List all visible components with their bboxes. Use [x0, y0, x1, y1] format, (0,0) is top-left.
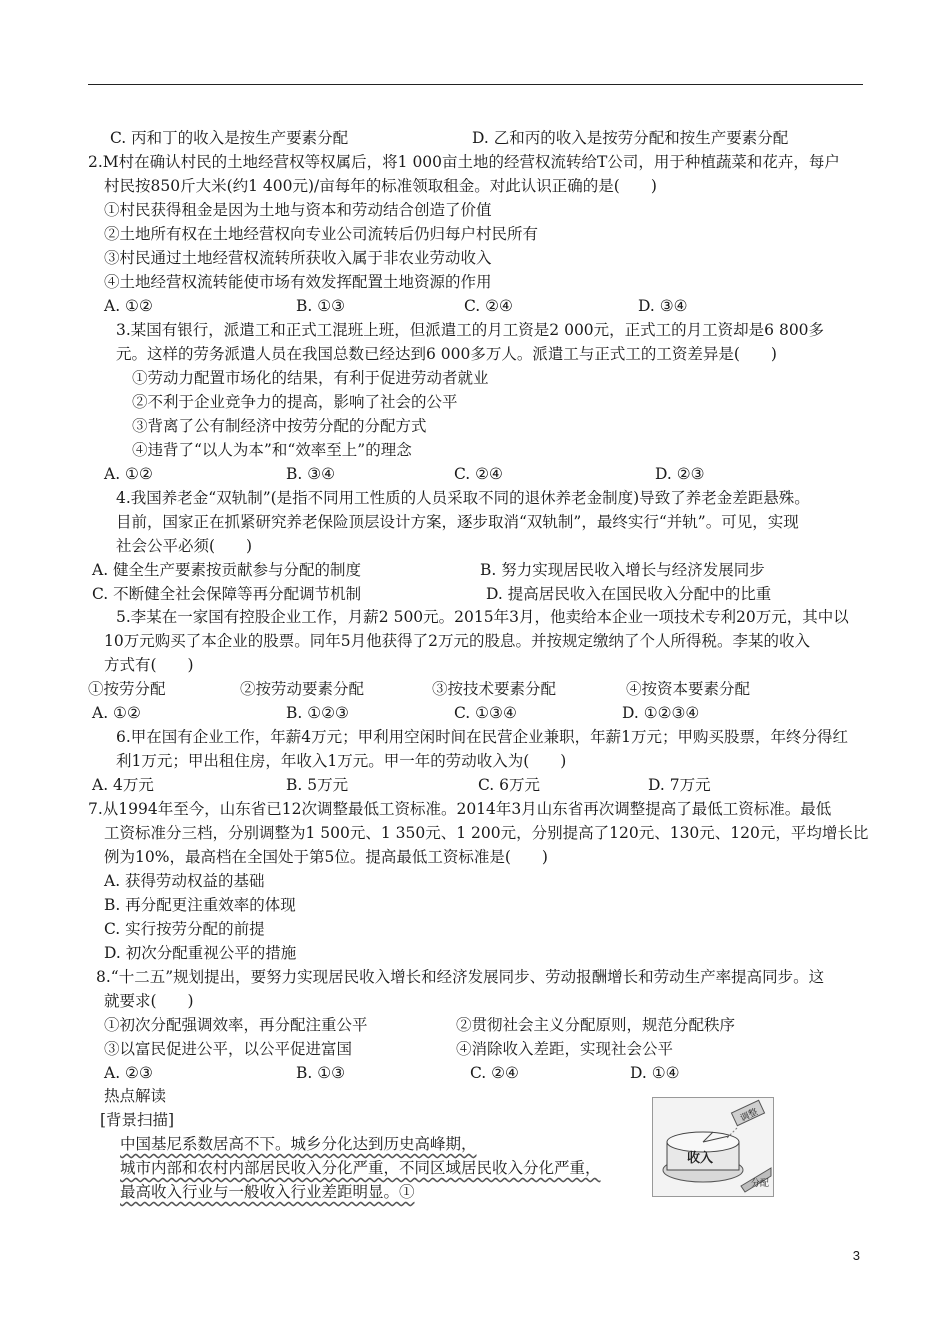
q5-stem-line-2: 10万元购买了本企业的股票。同年5月他获得了2万元的股息。并按规定缴纳了个人所得税。李某的收入 — [104, 632, 810, 650]
q5-option-d: D. ①②③④ — [622, 704, 700, 722]
q5-option-b: B. ①②③ — [286, 704, 349, 722]
q6-stem-line-2: 利1万元；甲出租住房，年收入1万元。甲一年的劳动收入为( ) — [116, 752, 567, 770]
q8-item-2: ②贯彻社会主义分配原则，规范分配秩序 — [456, 1016, 736, 1034]
q6-stem-line-1: 6.甲在国有企业工作，年薪4万元；甲利用空闲时间在民营企业兼职，年薪1万元；甲购买股票，年终分得红 — [116, 728, 849, 746]
q6-option-a: A. 4万元 — [92, 776, 154, 794]
q8-item-1: ①初次分配强调效率，再分配注重公平 — [104, 1016, 368, 1034]
header-rule — [88, 84, 863, 85]
hotspot-line-1: 中国基尼系数居高不下。城乡分化达到历史高峰期， — [120, 1135, 477, 1153]
q3-item-1: ①劳动力配置市场化的结果，有利于促进劳动者就业 — [132, 369, 489, 387]
q5-item-4: ④按资本要素分配 — [626, 680, 751, 698]
q4-option-d: D. 提高居民收入在国民收入分配中的比重 — [486, 585, 772, 603]
cake-drawing — [653, 1098, 773, 1196]
q8-item-3: ③以富民促进公平，以公平促进富国 — [104, 1040, 353, 1058]
q1-option-d: D. 乙和丙的收入是按劳分配和按生产要素分配 — [472, 129, 789, 147]
q8-option-b: B. ①③ — [296, 1064, 346, 1082]
q3-item-2: ②不利于企业竞争力的提高，影响了社会的公平 — [132, 393, 458, 411]
q7-stem-line-3: 例为10%，最高档在全国处于第5位。提高最低工资标准是( ) — [104, 848, 548, 866]
q3-option-a: A. ①② — [104, 465, 153, 483]
hotspot-line-3: 最高收入行业与一般收入行业差距明显。① — [120, 1183, 415, 1201]
q2-option-d: D. ③④ — [638, 297, 688, 315]
q8-stem-line-1: 8.“十二五”规划提出，要努力实现居民收入增长和经济发展同步、劳动报酬增长和劳动生产率提高同步。这 — [96, 968, 825, 986]
hotspot-line-2: 城市内部和农村内部居民收入分化严重，不同区域居民收入分化严重， — [120, 1159, 601, 1177]
q5-item-1: ①按劳分配 — [88, 680, 166, 698]
bottle-label: 调整 — [738, 1106, 760, 1124]
q6-option-d: D. 7万元 — [648, 776, 711, 794]
knife-label: 分配 — [751, 1178, 770, 1188]
q3-option-c: C. ②④ — [454, 465, 503, 483]
q7-stem-line-1: 7.从1994年至今，山东省已12次调整最低工资标准。2014年3月山东省再次调整提高了最低工资标准。最低 — [88, 800, 832, 818]
q2-stem-line-1: 2.M村在确认村民的土地经营权等权属后，将1 000亩土地的经营权流转给T公司，用于种植蔬菜和花卉，每户 — [88, 153, 840, 171]
q5-stem-line-1: 5.李某在一家国有控股企业工作，月薪2 500元。2015年3月，他卖给本企业一项技术专利20万元，其中以 — [116, 608, 849, 626]
q4-stem-line-1: 4.我国养老金“双轨制”(是指不同用工性质的人员采取不同的退休养老金制度)导致了养老金差距悬殊。 — [116, 489, 810, 507]
q5-stem-line-3: 方式有( ) — [104, 656, 194, 674]
q3-option-d: D. ②③ — [655, 465, 705, 483]
q5-item-3: ③按技术要素分配 — [432, 680, 557, 698]
q7-option-d: D. 初次分配重视公平的措施 — [104, 944, 297, 962]
q4-option-b: B. 努力实现居民收入增长与经济发展同步 — [480, 561, 765, 579]
hotspot-subtitle: [背景扫描] — [100, 1111, 175, 1129]
q2-item-1: ①村民获得租金是因为土地与资本和劳动结合创造了价值 — [104, 201, 492, 219]
q2-item-4: ④土地经营权流转能使市场有效发挥配置土地资源的作用 — [104, 273, 492, 291]
q4-stem-line-3: 社会公平必须( ) — [116, 537, 253, 555]
q8-stem-line-2: 就要求( ) — [104, 992, 194, 1010]
q7-option-c: C. 实行按劳分配的前提 — [104, 920, 265, 938]
q3-item-4: ④违背了“以人为本”和“效率至上”的理念 — [132, 441, 412, 459]
q2-item-2: ②土地所有权在土地经营权向专业公司流转后仍归每户村民所有 — [104, 225, 539, 243]
q7-option-b: B. 再分配更注重效率的体现 — [104, 896, 296, 914]
q4-option-a: A. 健全生产要素按贡献参与分配的制度 — [92, 561, 362, 579]
q2-option-c: C. ②④ — [464, 297, 513, 315]
q4-stem-line-2: 目前，国家正在抓紧研究养老保险顶层设计方案，逐步取消“双轨制”，最终实行“并轨”。可见，实现 — [116, 513, 799, 531]
q2-option-b: B. ①③ — [296, 297, 346, 315]
hotspot-title: 热点解读 — [104, 1087, 167, 1105]
q7-stem-line-2: 工资标准分三档，分别调整为1 500元、1 350元、1 200元，分别提高了120元、130元、120元，平均增长比 — [104, 824, 869, 842]
q3-stem-line-1: 3.某国有银行，派遣工和正式工混班上班，但派遣工的月工资是2 000元，正式工的月工资却是6 800多 — [116, 321, 825, 339]
page-number: 3 — [852, 1248, 860, 1263]
q1-option-c: C. 丙和丁的收入是按生产要素分配 — [110, 129, 349, 147]
q8-item-4: ④消除收入差距，实现社会公平 — [456, 1040, 674, 1058]
q5-option-c: C. ①③④ — [454, 704, 517, 722]
q3-stem-line-2: 元。这样的劳务派遣人员在我国总数已经达到6 000多万人。派遣工与正式工的工资差异是( ) — [116, 345, 777, 363]
q5-option-a: A. ①② — [92, 704, 141, 722]
q6-option-c: C. 6万元 — [478, 776, 541, 794]
cake-label: 收入 — [687, 1150, 714, 1165]
q6-option-b: B. 5万元 — [286, 776, 349, 794]
income-cake-illustration — [652, 1097, 774, 1197]
q8-option-d: D. ①④ — [630, 1064, 680, 1082]
q8-option-a: A. ②③ — [104, 1064, 153, 1082]
q2-item-3: ③村民通过土地经营权流转所获收入属于非农业劳动收入 — [104, 249, 492, 267]
q2-stem-line-2: 村民按850斤大米(约1 400元)/亩每年的标准领取租金。对此认识正确的是( ) — [104, 177, 657, 195]
q2-option-a: A. ①② — [104, 297, 153, 315]
q3-option-b: B. ③④ — [286, 465, 336, 483]
q8-option-c: C. ②④ — [470, 1064, 519, 1082]
q3-item-3: ③背离了公有制经济中按劳分配的分配方式 — [132, 417, 427, 435]
q4-option-c: C. 不断健全社会保障等再分配调节机制 — [92, 585, 362, 603]
q7-option-a: A. 获得劳动权益的基础 — [104, 872, 265, 890]
q5-item-2: ②按劳动要素分配 — [240, 680, 365, 698]
